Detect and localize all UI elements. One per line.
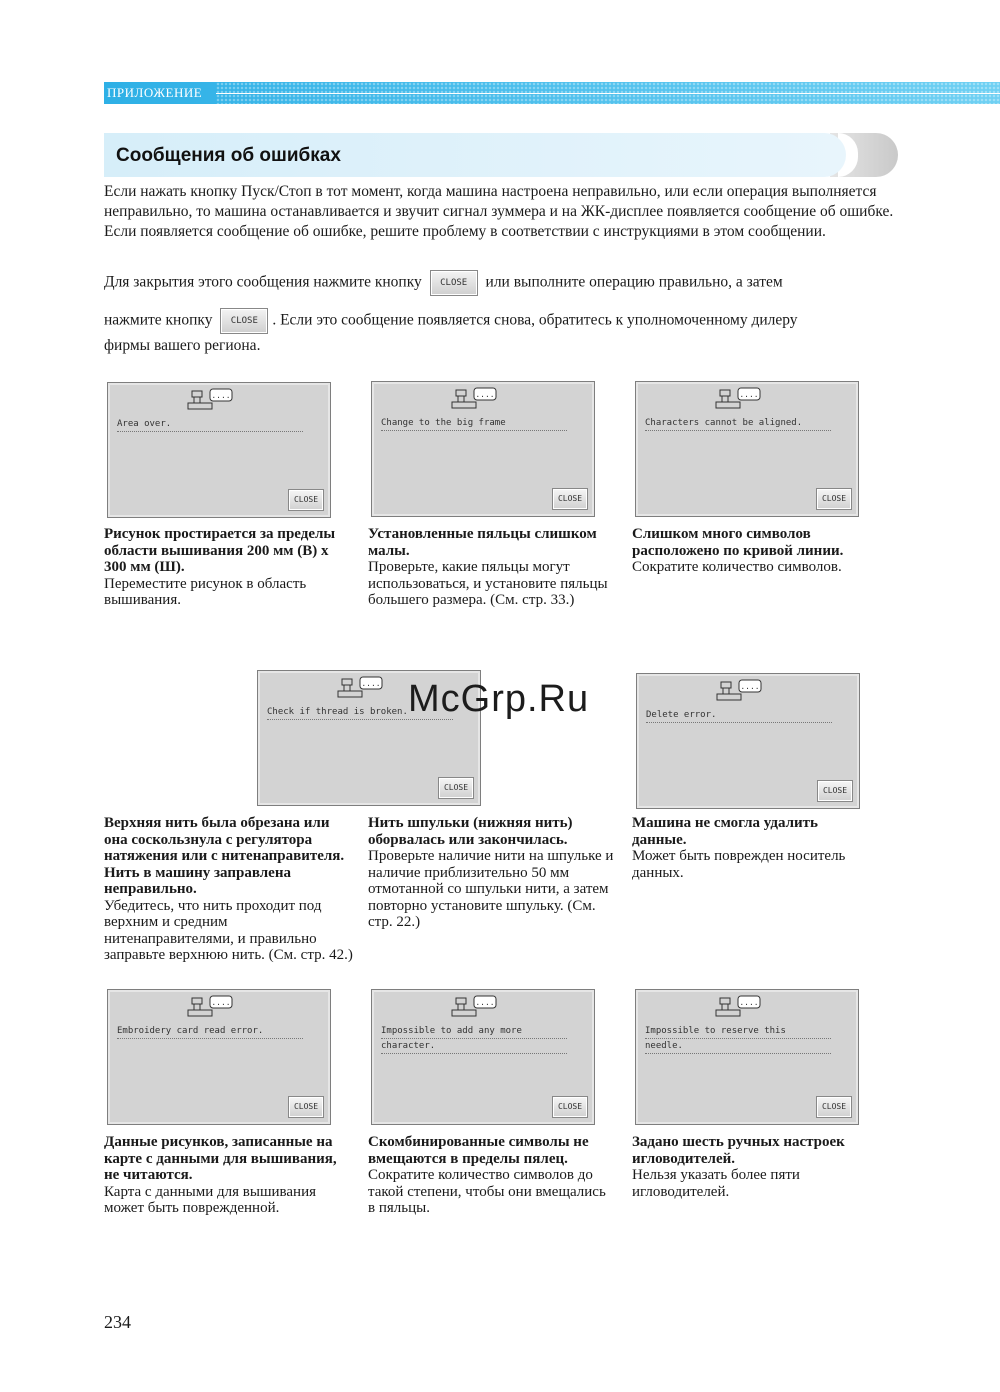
close-button-example: CLOSE [220, 308, 268, 334]
caption-title: Рисунок простирается за пределы области вышивания 200 мм (В) х 300 мм (Ш). [104, 526, 336, 575]
intro-close-line-2 [104, 308, 904, 334]
caption-title: Скомбинированные символы не вмещаются в пределы пялец. [368, 1134, 589, 1167]
machine-alert-icon [714, 386, 762, 412]
caption-big-frame [368, 526, 613, 609]
error-message: Delete error. [646, 708, 832, 723]
caption-title: Нить шпульки (нижняя нить) оборвалась или закончилась. [368, 815, 573, 848]
caption-card-read-error [104, 1134, 349, 1217]
error-message: Change to the big frame [381, 416, 567, 431]
intro-text-d: . Если это сообщение появляется снова, обратитесь к уполномоченному дилеру [272, 311, 798, 329]
lcd-screen-area-over [107, 382, 331, 518]
svg-text:....: .... [475, 998, 495, 1007]
close-button[interactable]: CLOSE [438, 777, 474, 799]
page-title: Сообщения об ошибках [116, 145, 341, 166]
svg-text:....: .... [361, 679, 381, 688]
caption-body: Может быть поврежден носитель данных. [632, 848, 846, 881]
intro-paragraph [104, 182, 904, 242]
caption-body: Сократите количество символов до такой степени, чтобы они вмещались в пяльцы. [368, 1167, 606, 1216]
svg-text:....: .... [740, 682, 760, 691]
error-message: Area over. [117, 417, 303, 432]
caption-title: Установленные пяльцы слишком малы. [368, 526, 597, 559]
close-button[interactable]: CLOSE [288, 1096, 324, 1118]
intro-close-line-3 [104, 336, 904, 356]
svg-text:....: .... [739, 998, 759, 1007]
machine-alert-icon [715, 678, 763, 704]
machine-alert-icon [450, 386, 498, 412]
intro-text-b: или выполните операцию правильно, а затем [485, 273, 783, 291]
caption-title: Машина не смогла удалить данные. [632, 815, 818, 848]
page-number: 234 [104, 1312, 131, 1332]
caption-body: Карта с данными для вышивания может быть поврежденной. [104, 1183, 317, 1216]
error-message: Impossible to reserve this needle. [645, 1024, 831, 1054]
caption-title: Задано шесть ручных настроек игловодителей. [632, 1134, 845, 1167]
machine-alert-icon [186, 994, 234, 1020]
intro-text: Если нажать кнопку Пуск/Стоп в тот момент, когда машина настроена неправильно, или если операция выполняется неправильно, то машина останавливается и звучит сигнал зуммера и на ЖК-дисплее появляется сообщение об ошибке. Если появляется сообщение об ошибке, решите проблему в соответствии с инструкциями в этом сообщении. [104, 183, 894, 240]
error-message: Impossible to add any more character. [381, 1024, 567, 1054]
caption-characters-aligned [632, 526, 887, 576]
intro-text-e: фирмы вашего региона. [104, 337, 261, 354]
svg-text:....: .... [211, 998, 231, 1007]
caption-body: Сократите количество символов. [632, 559, 842, 575]
close-button[interactable]: CLOSE [816, 1096, 852, 1118]
lcd-screen-add-character [371, 989, 595, 1125]
machine-alert-icon [186, 387, 234, 413]
intro-text-c: нажмите кнопку [104, 311, 213, 329]
close-button-example: CLOSE [430, 270, 478, 296]
caption-body: Переместите рисунок в область вышивания. [104, 575, 307, 608]
caption-title: Верхняя нить была обрезана или она соскользнула с регулятора натяжения или с нитенаправителя. Нить в машину заправлена неправильно. [104, 815, 345, 897]
caption-thread-broken [104, 815, 354, 964]
error-message: Check if thread is broken. [267, 705, 453, 720]
svg-text:....: .... [475, 390, 495, 399]
section-header-band [104, 82, 1000, 104]
machine-alert-icon [336, 675, 384, 701]
caption-add-character [368, 1134, 613, 1217]
lcd-screen-big-frame [371, 381, 595, 517]
caption-body: Проверьте наличие нити на шпульке и наличие приблизительно 50 мм отмотанной со шпульки нити, а затем повторно установите шпульку. (См. стр. 22.) [368, 848, 614, 930]
close-button[interactable]: CLOSE [552, 488, 588, 510]
error-message: Characters cannot be aligned. [645, 416, 831, 431]
caption-title: Данные рисунков, записанные на карте с данными для вышивания, не читаются. [104, 1134, 337, 1183]
section-label: ПРИЛОЖЕНИЕ [107, 85, 203, 100]
caption-body: Нельзя указать более пяти игловодителей. [632, 1167, 800, 1200]
intro-close-line-1 [104, 270, 904, 296]
caption-bobbin-thread [368, 815, 616, 931]
close-button[interactable]: CLOSE [817, 780, 853, 802]
machine-alert-icon [450, 994, 498, 1020]
error-message: Embroidery card read error. [117, 1024, 303, 1039]
machine-alert-icon [714, 994, 762, 1020]
close-button[interactable]: CLOSE [552, 1096, 588, 1118]
caption-body: Проверьте, какие пяльцы могут использоваться, и установите пяльцы большего размера. (См. стр. 33.) [368, 559, 608, 608]
lcd-screen-reserve-needle [635, 989, 859, 1125]
close-button[interactable]: CLOSE [816, 488, 852, 510]
svg-text:....: .... [211, 391, 231, 400]
header-rule [216, 93, 1000, 94]
close-button[interactable]: CLOSE [288, 489, 324, 511]
caption-area-over [104, 526, 349, 609]
caption-reserve-needle [632, 1134, 872, 1200]
svg-text:....: .... [739, 390, 759, 399]
lcd-screen-characters-aligned [635, 381, 859, 517]
caption-body: Убедитесь, что нить проходит под верхним и средним нитенаправителями, и правильно заправьте верхнюю нить. (См. стр. 42.) [104, 897, 353, 963]
lcd-screen-delete-error [636, 673, 860, 809]
watermark: McGrp.Ru [408, 678, 590, 720]
intro-text-a: Для закрытия этого сообщения нажмите кнопку [104, 273, 422, 291]
lcd-screen-card-read-error [107, 989, 331, 1125]
caption-delete-error [632, 815, 852, 881]
caption-title: Слишком много символов расположено по кривой линии. [632, 526, 844, 559]
